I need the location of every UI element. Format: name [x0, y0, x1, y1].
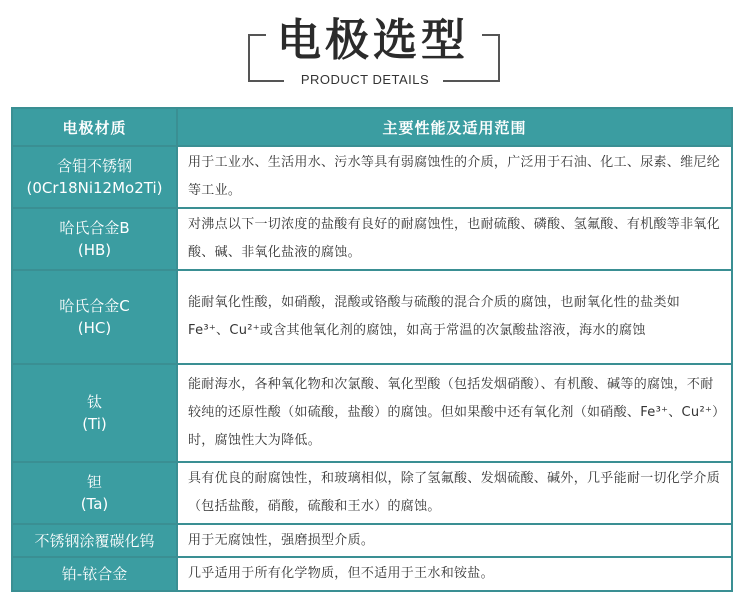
- material-cell: [12, 270, 177, 364]
- material-name: 铂-铱合金: [61, 565, 128, 583]
- performance-cell: 具有优良的耐腐蚀性，和玻璃相似，除了氢氟酸、发烟硫酸、碱外，几乎能耐一切化学介质（包括盐酸，硝酸，硫酸和王水）的腐蚀。: [177, 462, 732, 524]
- material-name: 钛: [86, 393, 102, 411]
- performance-cell: 用于工业水、生活用水、污水等具有弱腐蚀性的介质，广泛用于石油、化工、尿素、维尼纶等工业。: [177, 146, 732, 208]
- material-name: 哈氏合金B: [59, 219, 130, 237]
- table-row: [12, 462, 732, 524]
- table-row: [12, 208, 732, 270]
- material-code: (Ta): [80, 495, 109, 513]
- table-row: [12, 524, 732, 557]
- electrode-table: [11, 107, 733, 592]
- material-name: 不锈钢涂覆碳化钨: [34, 531, 155, 550]
- performance-cell: 能耐海水，各种氧化物和次氯酸、氧化型酸（包括发烟硝酸）、有机酸、碱等的腐蚀，不耐较纯的还原性酸（如硫酸，盐酸）的腐蚀。但如果酸中还有氧化剂（如硝酸、Fe³⁺、Cu²⁺）时，腐蚀性大为降低。: [177, 364, 732, 462]
- performance-cell: 用于无腐蚀性，强磨损型介质。: [177, 524, 732, 557]
- material-name: 哈氏合金C: [59, 297, 130, 315]
- material-code: (0Cr18Ni12Mo2Ti): [26, 179, 163, 197]
- material-cell: [12, 146, 177, 208]
- table-header-row: [12, 108, 732, 146]
- material-cell: [12, 524, 177, 557]
- performance-cell: 能耐氧化性酸，如硝酸，混酸或铬酸与硫酸的混合介质的腐蚀，也耐氧化性的盐类如Fe³⁺、Cu²⁺或含其他氧化剂的腐蚀，如高于常温的次氯酸盐溶液，海水的腐蚀: [177, 270, 732, 364]
- subtitle-line-left: [248, 80, 284, 82]
- performance-cell: 对沸点以下一切浓度的盐酸有良好的耐腐蚀性，也耐硫酸、磷酸、氢氟酸、有机酸等非氧化酸、碱、非氧化盐液的腐蚀。: [177, 208, 732, 270]
- material-cell: [12, 208, 177, 270]
- material-cell: [12, 364, 177, 462]
- material-cell: [12, 462, 177, 524]
- column-header-material: 电极材质: [12, 108, 177, 146]
- material-code: (HC): [77, 319, 112, 337]
- material-cell: [12, 557, 177, 591]
- column-header-performance: 主要性能及适用范围: [177, 108, 732, 146]
- table-row: [12, 364, 732, 462]
- material-name: 钽: [86, 473, 102, 491]
- performance-cell: 几乎适用于所有化学物质，但不适用于王水和铵盐。: [177, 557, 732, 591]
- subtitle-line-right: [443, 80, 500, 82]
- material-code: (Ti): [82, 415, 107, 433]
- table-row: [12, 557, 732, 591]
- page-header: [0, 0, 746, 100]
- material-code: (HB): [77, 241, 112, 259]
- material-name: 含钼不锈钢: [56, 157, 132, 175]
- table-row: [12, 146, 732, 208]
- table-row: [12, 270, 732, 364]
- page-subtitle: PRODUCT DETAILS: [300, 72, 430, 87]
- page-title: 电极选型: [277, 15, 469, 66]
